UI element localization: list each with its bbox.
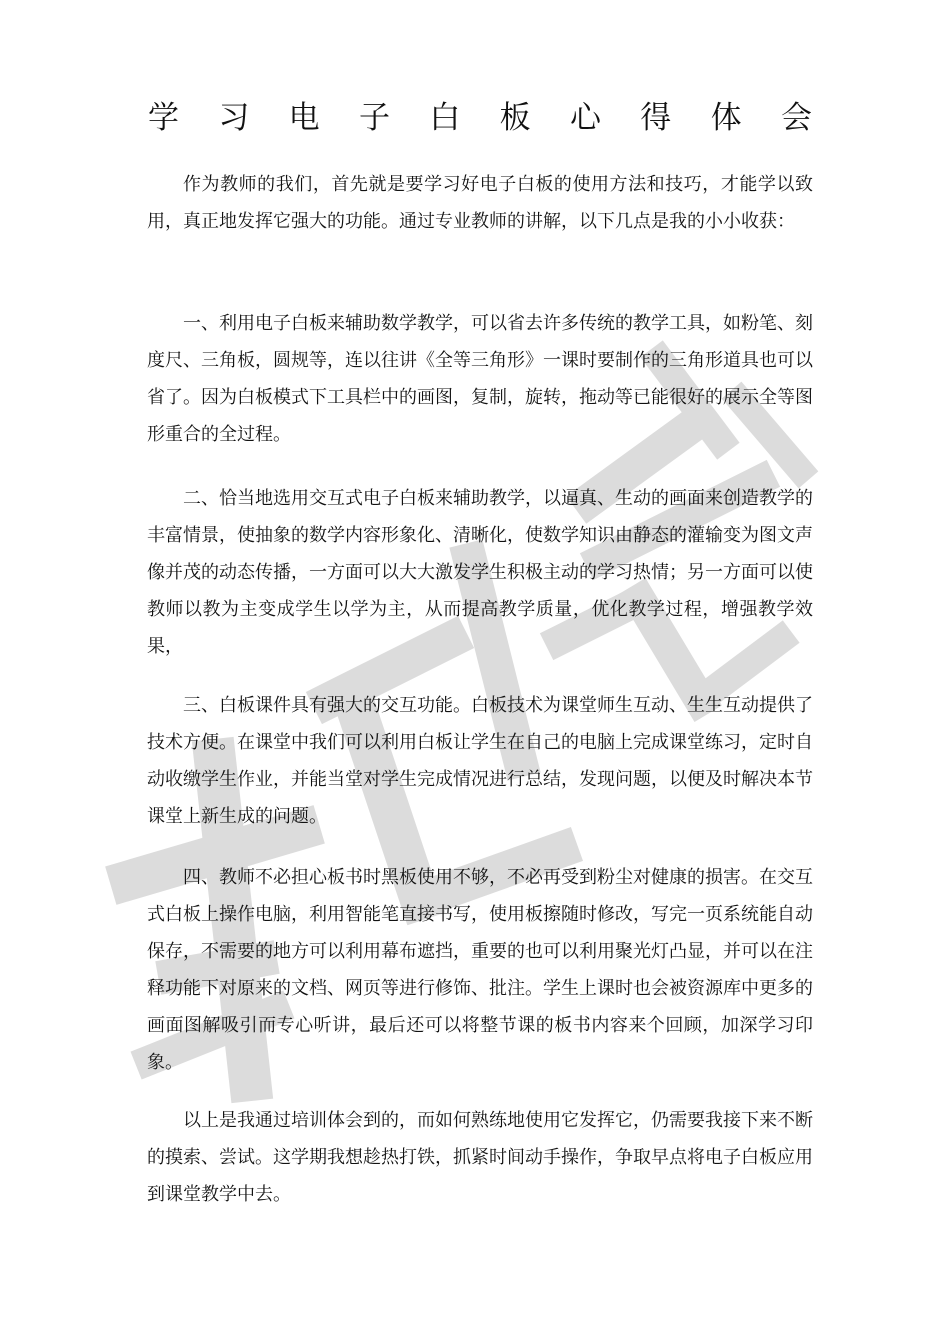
title-char: 体 xyxy=(710,100,742,136)
title-char: 习 xyxy=(218,100,250,136)
title-char: 白 xyxy=(429,100,461,136)
title-char: 学 xyxy=(148,100,179,136)
title-char: 电 xyxy=(288,100,320,136)
title-char: 子 xyxy=(358,100,390,136)
title-char: 会 xyxy=(780,100,812,136)
paragraph-intro: 作为教师的我们，首先就是要学习好电子白板的使用方法和技巧，才能学以致用，真正地发挥它强大的功能。通过专业教师的讲解，以下几点是我的小小收获： xyxy=(147,174,813,232)
paragraph-conclusion: 以上是我通过培训体会到的，而如何熟练地使用它发挥它，仍需要我接下来不断的摸索、尝试。这学期我想趁热打铁，抓紧时间动手操作，争取早点将电子白板应用到课堂教学中去。 xyxy=(147,1110,813,1205)
title-char: 心 xyxy=(569,100,601,136)
paragraph-point-1: 一、利用电子白板来辅助数学教学，可以省去许多传统的教学工具，如粉笔、刻度尺、三角板，圆规等，连以往讲《全等三角形》一课时要制作的三角形道具也可以省了。因为白板模式下工具栏中的画图，复制，旋转，拖动等已能很好的展示全等图形重合的全过程。 xyxy=(147,313,813,445)
title-char: 板 xyxy=(499,100,531,136)
paragraph-point-3: 三、白板课件具有强大的交互功能。白板技术为课堂师生互动、生生互动提供了技术方便。在课堂中我们可以利用白板让学生在自己的电脑上完成课堂练习，定时自动收缴学生作业，并能当堂对学生完成情况进行总结，发现问题，以便及时解决本节课堂上新生成的问题。 xyxy=(147,695,813,827)
document-title xyxy=(148,92,812,137)
paragraph-point-4: 四、教师不必担心板书时黑板使用不够，不必再受到粉尘对健康的损害。在交互式白板上操作电脑，利用智能笔直接书写，使用板擦随时修改，写完一页系统能自动保存，不需要的地方可以利用幕布遮挡，重要的也可以利用聚光灯凸显，并可以在注释功能下对原来的文档、网页等进行修饰、批注。学生上课时也会被资源库中更多的画面图解吸引而专心听讲，最后还可以将整节课的板书内容来个回顾，加深学习印象。 xyxy=(147,867,813,1073)
paragraph-point-2: 二、恰当地选用交互式电子白板来辅助教学，以逼真、生动的画面来创造教学的丰富情景，使抽象的数学内容形象化、清晰化，使数学知识由静态的灌输变为图文声像并茂的动态传播，一方面可以大大激发学生积极主动的学习热情；另一方面可以使教师以教为主变成学生以学为主，从而提高教学质量，优化教学过程，增强教学效果， xyxy=(147,488,813,657)
title-char: 得 xyxy=(640,100,672,136)
